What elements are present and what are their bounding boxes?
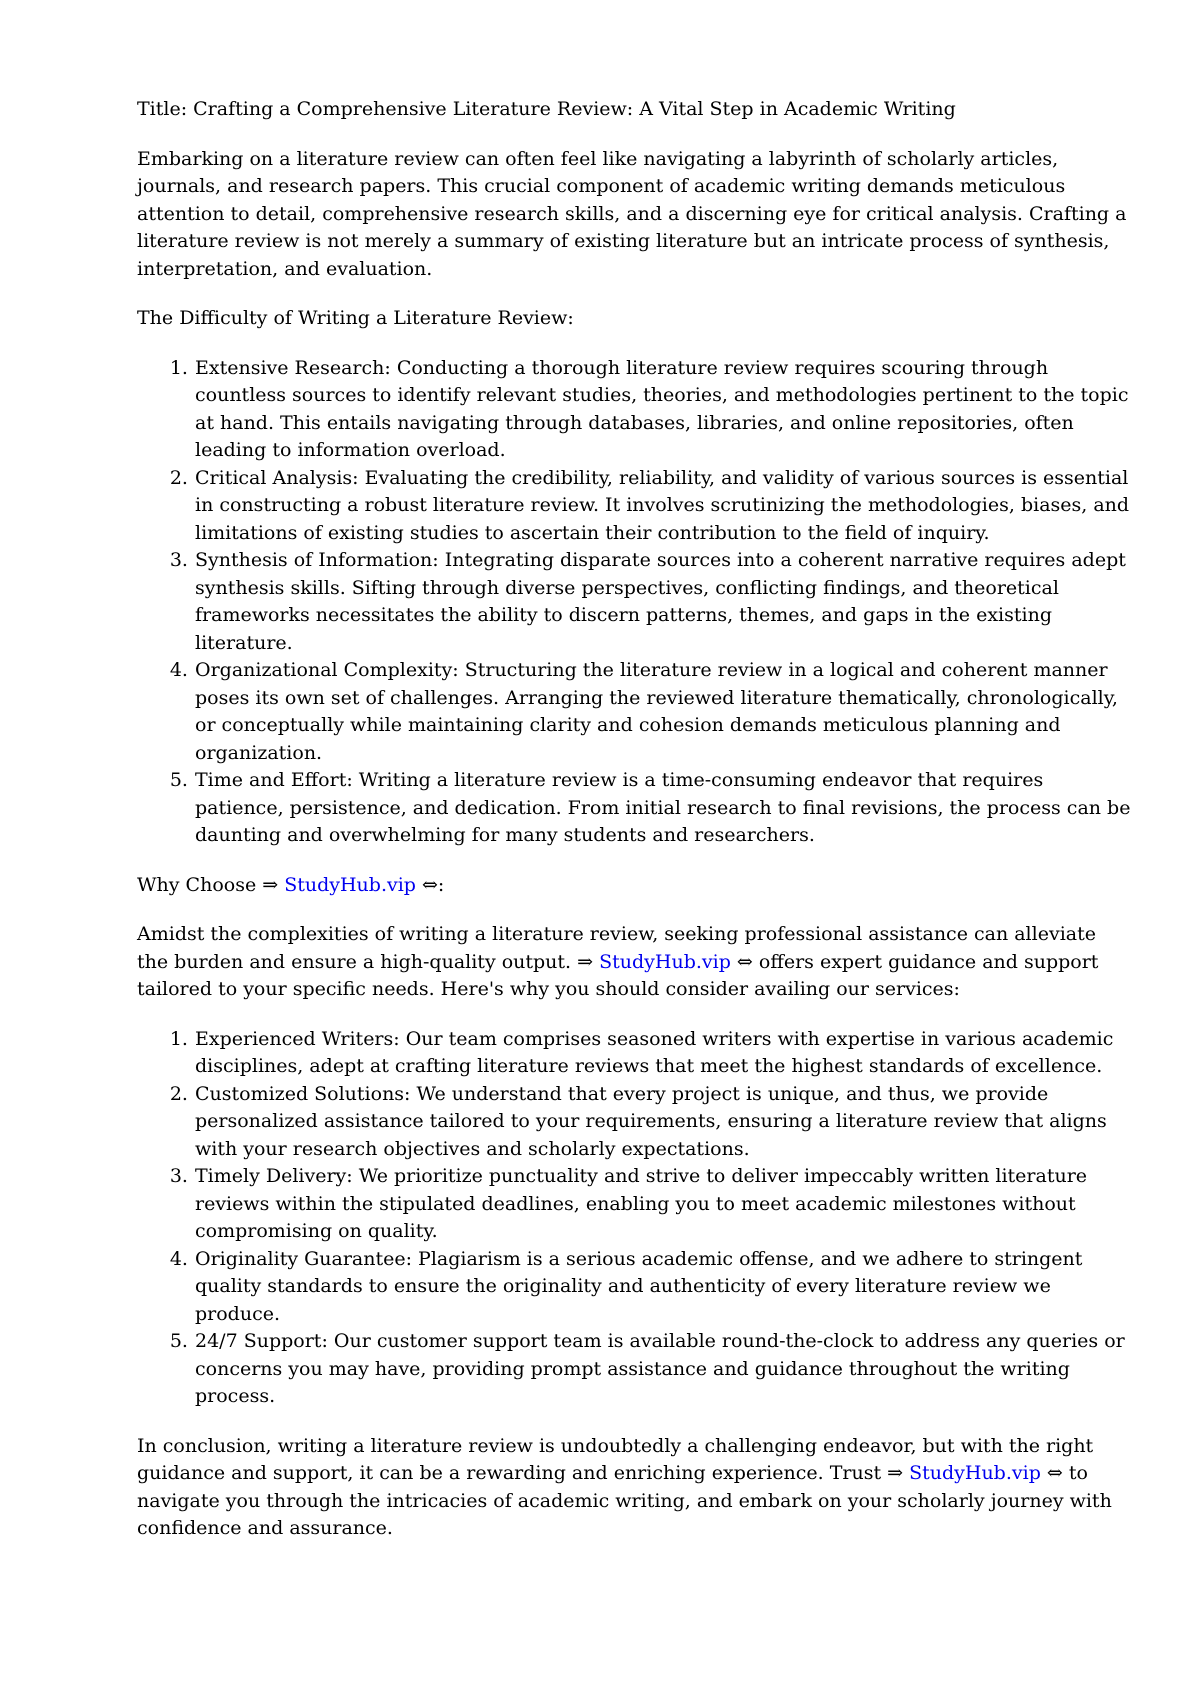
service-item-delivery: 3. Timely Delivery: We prioritize punctuality and strive to deliver impeccably written literature reviews within the stipulated deadlines, enabling you to meet academic milestones without compromising on quality. — [194, 1163, 1133, 1246]
amidst-text-after: ⇔ offers expert guidance and support tailored to your specific needs. Here's why you should consider availing our services: — [137, 950, 1099, 1000]
difficulty-list — [137, 355, 1133, 850]
service-item-writers: 1. Experienced Writers: Our team comprises seasoned writers with expertise in various academic disciplines, adept at crafting literature reviews that meet the highest standards of excellence. — [194, 1026, 1133, 1081]
document-page — [137, 96, 1133, 1565]
why-choose-suffix: ⇔: — [415, 873, 445, 896]
difficulty-item-analysis: 2. Critical Analysis: Evaluating the credibility, reliability, and validity of various sources is essential in constructing a robust literature review. It involves scrutinizing the methodologies, biases, and limitations of existing studies to ascertain their contribution to the field of inquiry. — [194, 465, 1133, 548]
difficulty-item-research: 1. Extensive Research: Conducting a thorough literature review requires scouring through countless sources to identify relevant studies, theories, and methodologies pertinent to the topic at hand. This entails navigating through databases, libraries, and online repositories, often leading to information overload. — [194, 355, 1133, 465]
difficulty-item-time: 5. Time and Effort: Writing a literature review is a time-consuming endeavor that requires patience, persistence, and dedication. From initial research to final revisions, the process can be daunting and overwhelming for many students and researchers. — [194, 767, 1133, 850]
studyhub-link[interactable]: StudyHub.vip — [909, 1462, 1041, 1484]
difficulty-heading: The Difficulty of Writing a Literature Review: — [137, 307, 574, 329]
amidst-paragraph — [137, 921, 1133, 1004]
service-item-solutions: 2. Customized Solutions: We understand that every project is unique, and thus, we provide personalized assistance tailored to your requirements, ensuring a literature review that aligns with your research objectives and scholarly expectations. — [194, 1081, 1133, 1164]
conclusion-text-before: In conclusion, writing a literature review is undoubtedly a challenging endeavor, but with the right guidance and support, it can be a rewarding and enriching experience. Trust ⇒ — [137, 1434, 1094, 1484]
document-title: Title: Crafting a Comprehensive Literature Review: A Vital Step in Academic Writing — [137, 98, 956, 120]
conclusion-paragraph — [137, 1433, 1133, 1543]
difficulty-item-synthesis: 3. Synthesis of Information: Integrating disparate sources into a coherent narrative requires adept synthesis skills. Sifting through diverse perspectives, conflicting findings, and theoretical frameworks necessitates the ability to discern patterns, themes, and gaps in the existing literature. — [194, 547, 1133, 657]
difficulty-item-organization: 4. Organizational Complexity: Structuring the literature review in a logical and coherent manner poses its own set of challenges. Arranging the reviewed literature thematically, chronologically, or conceptually while maintaining clarity and cohesion demands meticulous planning and organization. — [194, 657, 1133, 767]
services-list — [137, 1026, 1133, 1411]
amidst-text-before: Amidst the complexities of writing a literature review, seeking professional assistance can alleviate the burden and ensure a high-quality output. ⇒ — [137, 923, 1096, 973]
conclusion-text-after: ⇔ to navigate you through the intricacies of academic writing, and embark on your scholarly journey with confidence and assurance. — [137, 1462, 1112, 1539]
studyhub-link[interactable]: StudyHub.vip — [599, 950, 731, 973]
service-item-originality: 4. Originality Guarantee: Plagiarism is a serious academic offense, and we adhere to stringent quality standards to ensure the originality and authenticity of every literature review we produce. — [194, 1246, 1133, 1329]
studyhub-link[interactable]: StudyHub.vip — [284, 873, 416, 896]
intro-paragraph: Embarking on a literature review can often feel like navigating a labyrinth of scholarly articles, journals, and research papers. This crucial component of academic writing demands meticulous attention to detail, comprehensive research skills, and a discerning eye for critical analysis. Crafting a literature review is not merely a summary of existing literature but an intricate process of synthesis, interpretation, and evaluation. — [137, 147, 1127, 280]
why-choose-heading — [137, 872, 1133, 900]
why-choose-prefix: Why Choose ⇒ — [137, 873, 285, 896]
service-item-support: 5. 24/7 Support: Our customer support team is available round-the-clock to address any queries or concerns you may have, providing prompt assistance and guidance throughout the writing process. — [194, 1328, 1133, 1411]
